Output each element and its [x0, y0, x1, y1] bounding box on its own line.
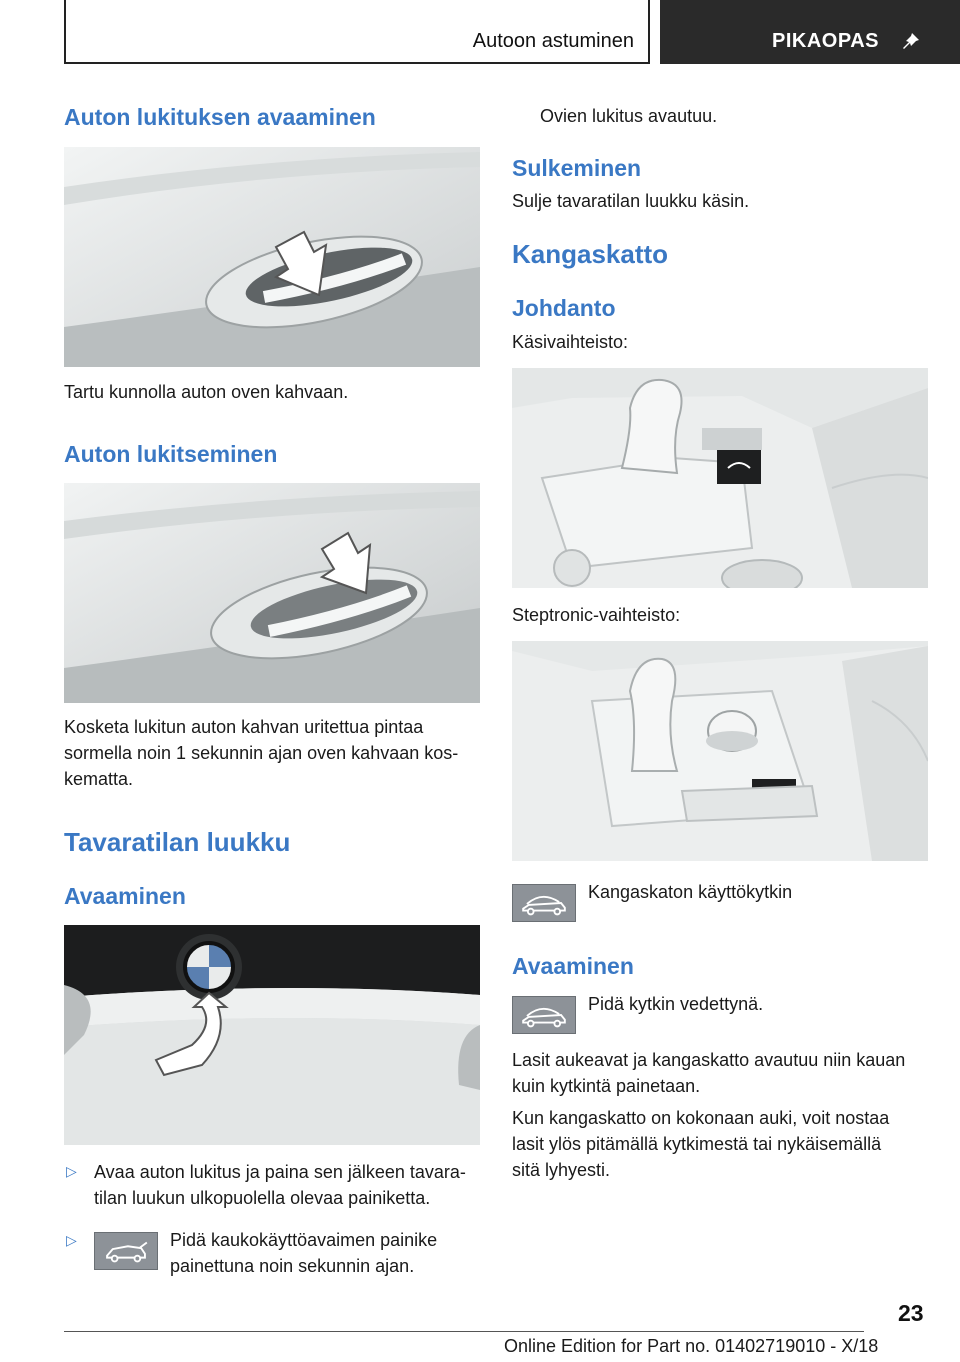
text-doors-unlock: Ovien lukitus avautuu. — [540, 106, 718, 126]
bullet-marker-1: ▷ — [66, 1163, 77, 1179]
image-steptronic-console — [512, 641, 928, 861]
heading-softtop-open: Avaaminen — [512, 953, 634, 979]
header-guide-title: PIKAOPAS — [772, 30, 879, 52]
heading-softtop: Kangaskatto — [512, 239, 669, 269]
text-steptronic: Steptronic-vaihteisto: — [512, 605, 681, 625]
page-number: 23 — [898, 1300, 924, 1326]
text-hold-switch: Pidä kytkin vedettynä. — [588, 994, 764, 1014]
text-right-line-5: sitä lyhyesti. — [512, 1160, 611, 1180]
remote-trunk-button — [94, 1232, 158, 1270]
text-lock-line-2: sormella noin 1 sekunnin ajan oven kahvaan kos- — [64, 743, 459, 763]
convertible-roof-icon — [513, 885, 575, 921]
text-right-line-2: kuin kytkintä painetaan. — [512, 1076, 701, 1096]
heading-trunk: Tavaratilan luukku — [64, 827, 291, 857]
softtop-switch-icon-box — [512, 884, 576, 922]
image-manual-console — [512, 368, 928, 588]
softtop-switch-icon-box-2 — [512, 996, 576, 1034]
header-section-title: Autoon astuminen — [472, 30, 634, 52]
car-trunk-icon — [95, 1233, 157, 1269]
footer-edition: Online Edition for Part no. 01402719010 - X/18 — [504, 1336, 879, 1356]
bullet-2-line-2: painettuna noin sekunnin ajan. — [170, 1256, 415, 1276]
bullet-marker-2: ▷ — [66, 1232, 77, 1248]
text-softtop-switch: Kangaskaton käyttökytkin — [588, 882, 793, 902]
text-lock-line-1: Kosketa lukitun auton kahvan uritettua pintaa — [64, 717, 424, 737]
image-door-handle-unlock — [64, 147, 480, 367]
image-door-handle-lock — [64, 483, 480, 703]
text-lock-line-3: kematta. — [64, 769, 134, 789]
image-trunk-button — [64, 925, 480, 1145]
convertible-roof-icon — [513, 997, 575, 1033]
bullet-1-line-2: tilan luukun ulkopuolella olevaa painiketta. — [94, 1188, 431, 1208]
text-right-line-4: lasit ylös pitämällä kytkimestä tai nykäisemällä — [512, 1134, 882, 1154]
heading-unlock: Auton lukituksen avaaminen — [64, 104, 376, 130]
pin-icon — [902, 28, 928, 54]
heading-intro: Johdanto — [512, 295, 616, 321]
text-close: Sulje tavaratilan luukku käsin. — [512, 191, 750, 211]
text-right-line-1: Lasit aukeavat ja kangaskatto avautuu niin kauan — [512, 1050, 906, 1070]
footer-divider — [64, 1331, 864, 1332]
text-right-line-3: Kun kangaskatto on kokonaan auki, voit nostaa — [512, 1108, 890, 1128]
bullet-1-line-1: Avaa auton lukitus ja paina sen jälkeen tavara- — [94, 1162, 466, 1182]
header-guide-box — [660, 0, 960, 64]
text-unlock: Tartu kunnolla auton oven kahvaan. — [64, 382, 349, 402]
bullet-2-line-1: Pidä kaukokäyttöavaimen painike — [170, 1230, 438, 1250]
text-manual-transmission: Käsivaihteisto: — [512, 332, 629, 352]
heading-close: Sulkeminen — [512, 155, 642, 181]
heading-lock: Auton lukitseminen — [64, 441, 278, 467]
header-section-box — [64, 0, 650, 64]
heading-trunk-open: Avaaminen — [64, 883, 186, 909]
